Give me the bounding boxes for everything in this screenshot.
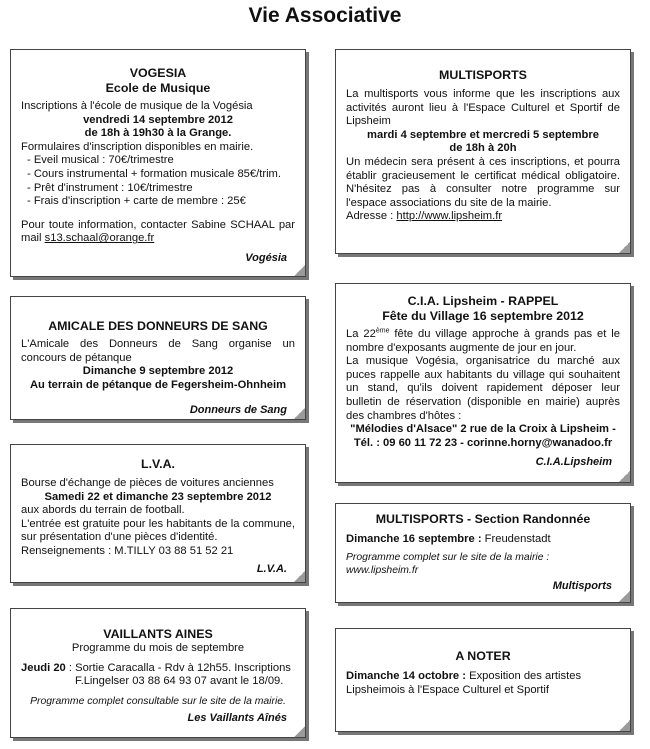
vaillants-subtitle: Programme du mois de septembre <box>71 642 245 654</box>
lva-signature: L.V.A. <box>256 562 287 575</box>
cia-paragraph-2: La musique Vogésia, organisatrice du marché aux puces rappelle aux habitants du village qui souhaitent un stand, qu'ils doivent rapidement déposer leur bulletin de réservation (disponible en mairie) auprès des chambres d'hôtes : <box>346 355 620 422</box>
amicale-card <box>10 296 306 420</box>
randonnee-card <box>335 503 631 603</box>
anoter-event-place: Lipsheimois à l'Espace Culturel et Sportif <box>346 683 549 696</box>
cia-contact-phone: Tél. : 09 60 11 72 23 - corinne.horny@wanadoo.fr <box>353 436 613 449</box>
vaillants-event-contact: F.Lingelser 03 88 64 93 07 avant le 18/09. <box>75 675 284 688</box>
vogesia-intro: Inscriptions à l'école de musique de la Vogésia <box>21 100 253 112</box>
vaillants-date-label: Jeudi 20 <box>21 661 66 674</box>
lva-entry: L'entrée est gratuite pour les habitants de la commune, sur présentation d'une pièces d'identité. <box>21 517 295 544</box>
list-item: - Prêt d'instrument : 10€/trimestre <box>27 181 193 194</box>
vogesia-price-list <box>21 154 295 208</box>
amicale-title: AMICALE DES DONNEURS DE SANG <box>48 319 268 333</box>
multisports-address <box>346 210 620 224</box>
multisports-time: de 18h à 20h <box>449 142 517 155</box>
vogesia-title: VOGESIA <box>129 66 187 80</box>
cia-card <box>335 283 631 483</box>
vogesia-date: vendredi 14 septembre 2012 <box>83 113 233 126</box>
anoter-event-text: Exposition des artistes <box>469 670 582 682</box>
lva-card <box>10 444 306 583</box>
vaillants-title: VAILLANTS AINES <box>103 627 213 641</box>
vogesia-contact-text: Pour toute information, contacter Sabine SCHAAL par mail <box>21 218 295 245</box>
multisports-address-link[interactable]: http://www.lipsheim.fr <box>396 210 503 223</box>
cia-p1-sup: ème <box>375 327 390 335</box>
anoter-title: A NOTER <box>455 649 511 663</box>
randonnee-date <box>346 533 620 547</box>
vogesia-signature: Vogésia <box>245 251 287 264</box>
vaillants-signature: Les Vaillants Aînés <box>187 712 287 725</box>
list-item: - Cours instrumental + formation musicale 85€/trim. <box>27 167 281 180</box>
vogesia-contact <box>21 219 295 246</box>
vaillants-event-text: : Sortie Caracalla - Rdv à 12h55. Inscriptions <box>68 661 291 674</box>
lva-date: Samedi 22 et dimanche 23 septembre 2012 <box>44 490 272 503</box>
amicale-date: Dimanche 9 septembre 2012 <box>82 365 234 378</box>
page-title: Vie Associative <box>248 4 402 27</box>
vogesia-email-link[interactable]: s13.schaal@orange.fr <box>44 232 155 245</box>
amicale-intro: L'Amicale des Donneurs de Sang organise un concours de pétanque <box>21 338 295 364</box>
lva-info: Renseignements : M.TILLY 03 88 51 52 21 <box>21 544 234 557</box>
lva-place: aux abords du terrain de football. <box>21 504 185 517</box>
vogesia-card <box>10 49 306 277</box>
randonnee-signature: Multisports <box>552 579 612 592</box>
list-item: - Eveil musical : 70€/trimestre <box>27 154 174 167</box>
cia-title: C.I.A. Lipsheim - RAPPEL <box>407 294 559 308</box>
cia-signature: C.I.A.Lipsheim <box>535 456 612 469</box>
anoter-date-label: Dimanche 14 octobre : <box>346 670 466 682</box>
cia-contact-address: "Mélodies d'Alsace" 2 rue de la Croix à Lipsheim - <box>350 423 616 436</box>
multisports-date: mardi 4 septembre et mercredi 5 septembre <box>367 128 599 141</box>
lva-title: L.V.A. <box>141 457 175 471</box>
cia-p1-start: La 22 <box>346 328 376 340</box>
cia-paragraph-1 <box>346 328 620 355</box>
anoter-card <box>335 628 631 732</box>
randonnee-date-place: Freudenstadt <box>484 533 551 545</box>
amicale-place: Au terrain de pétanque de Fegersheim-Ohnheim <box>29 378 287 391</box>
randonnee-programme: Programme complet sur le site de la mairie : <box>346 551 550 563</box>
anoter-event <box>346 670 620 684</box>
lva-intro: Bourse d'échange de pièces de voitures anciennes <box>21 477 274 489</box>
randonnee-date-label: Dimanche 16 septembre : <box>346 533 482 545</box>
randonnee-website: www.lipsheim.fr <box>346 565 419 577</box>
cia-subtitle: Fête du Village 16 septembre 2012 <box>382 309 584 323</box>
list-item: - Frais d'inscription + carte de membre : 25€ <box>27 195 246 208</box>
amicale-signature: Donneurs de Sang <box>189 404 287 417</box>
vaillants-event <box>21 662 295 676</box>
multisports-card <box>335 49 631 254</box>
vogesia-time: de 18h à 19h30 à la Grange. <box>84 127 232 140</box>
multisports-intro: La multisports vous informe que les inscriptions aux activités auront lieu à l'Espace Culturel et Sportif de Lipsheim <box>346 88 620 128</box>
multisports-title: MULTISPORTS <box>439 68 527 82</box>
vogesia-forms: Formulaires d'inscription disponibles en mairie. <box>21 140 254 153</box>
multisports-address-label: Adresse : <box>346 210 394 223</box>
vaillants-card <box>10 608 306 738</box>
vaillants-programme: Programme complet consultable sur le site de la mairie. <box>30 695 286 707</box>
randonnee-title: MULTISPORTS - Section Randonnée <box>375 512 591 526</box>
vogesia-subtitle: Ecole de Musique <box>105 81 211 95</box>
multisports-body: Un médecin sera présent à ces inscriptions, et pourra établir gracieusement le certificat médical obligatoire. N'hésitez pas à consulter notre programme sur l'espace associations du site de la mairie. <box>346 155 620 209</box>
cia-p1-end: fête du village approche à grands pas et le nombre d'exposants augmente de jour en jour. <box>346 328 620 354</box>
